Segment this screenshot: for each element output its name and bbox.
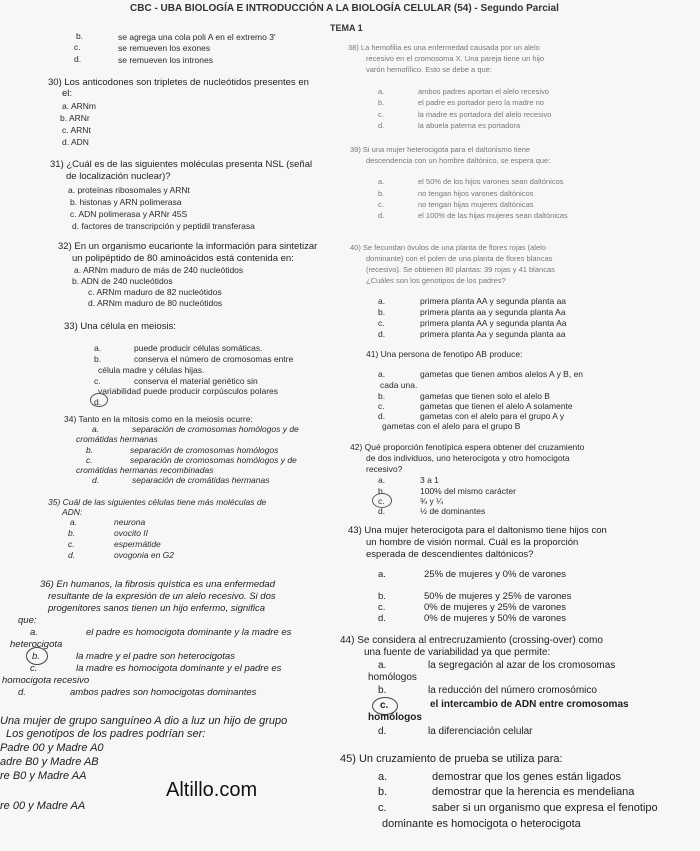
q35-opt-b-letter: b. (68, 528, 76, 538)
q43-line2: un hombre de visión normal. Cuál es la proporción (366, 537, 579, 548)
q39-opt-d-letter: d. (378, 211, 385, 220)
q35-opt-a-letter: a. (70, 517, 78, 527)
q41-opt-b-letter: b. (378, 391, 386, 401)
q29-opt-b-text: se agrega una cola poli A en el extremo 3' (118, 32, 276, 42)
q38-opt-c-letter: c. (378, 110, 384, 119)
q34-opt-d-text: separación de cromátidas hermanas (132, 475, 270, 485)
q39-opt-c-text: no tengan hijas mujeres daltónicas (418, 200, 534, 209)
q45-opt-b-text: demostrar que la herencia es mendeliana (432, 786, 635, 798)
exam-tema: TEMA 1 (330, 23, 363, 33)
q38-opt-b-letter: b. (378, 98, 385, 107)
q29-opt-c-letter: c. (74, 42, 81, 52)
q44-opt-b-letter: b. (378, 685, 387, 696)
q36-line2: resultante de la expresión de un alelo recesivo. Si dos (48, 591, 276, 602)
q39-opt-b-text: no tengan hijos varones daltónicos (418, 189, 534, 198)
q40-opt-d-letter: d. (378, 329, 386, 339)
q30-opt-a: a. ARNm (62, 101, 97, 111)
q40-opt-c-letter: c. (378, 318, 385, 328)
q36-line3: progenitores sanos tienen un hijo enfermo, significa (48, 603, 266, 614)
q42-opt-b-text: 100% del mismo carácter (420, 486, 516, 496)
q39-line2: descendencia con un hombre daltónico, se espera que: (366, 156, 551, 165)
q33-opt-a-text: puede producir células somáticas. (134, 343, 263, 353)
q44-opt-a-letter: a. (378, 660, 387, 671)
q43-opt-c-text: 0% de mujeres y 25% de varones (424, 602, 567, 613)
q40-line2: dominante) con el polen de una planta de flores blancas (366, 254, 553, 263)
q31-line1: 31) ¿Cuál es de las siguientes moléculas presenta NSL (señal (50, 159, 313, 170)
q35-opt-c-text: espermátide (114, 539, 161, 549)
q39-opt-a-letter: a. (378, 177, 385, 186)
q45-opt-c-text2: dominante es homocigota o heterocigota (382, 818, 581, 830)
q37-opt-2: adre B0 y Madre AB (0, 756, 99, 768)
q43-line1: 43) Una mujer heterocigota para el daltonismo tiene hijos con (348, 525, 607, 536)
q41-opt-d-text: gametas con el alelo para el grupo A y (420, 411, 565, 421)
q37-line1: Una mujer de grupo sanguíneo A dio a luz un hijo de grupo (0, 715, 288, 727)
q33-opt-b-text: conserva el número de cromosomas entre (134, 354, 294, 364)
q34-opt-d-letter: d. (92, 475, 100, 485)
q30-opt-c: c. ARNt (62, 125, 91, 135)
q34-opt-a-text: separación de cromosomas homólogos y de (132, 424, 299, 434)
q32-line1: 32) En un organismo eucarionte la información para sintetizar (58, 241, 318, 252)
q44-line2: una fuente de variabilidad ya que permite: (364, 647, 551, 658)
q31-line2: de localización nuclear)? (66, 171, 171, 182)
q35-opt-d-letter: d. (68, 550, 76, 560)
q43-opt-d-letter: d. (378, 613, 386, 624)
q33-opt-b-letter: b. (94, 354, 102, 364)
q39-opt-a-text: el 50% de los hijos varones sean daltónicos (418, 177, 564, 186)
q32-opt-d: d. ARNm maduro de 80 nucleótidos (88, 298, 223, 308)
q45-opt-c-letter: c. (378, 802, 387, 814)
q34-opt-a-text2: cromátidas hermanas (76, 434, 158, 444)
q39-opt-d-text: el 100% de las hijas mujeres sean daltónicas (418, 211, 568, 220)
q43-opt-b-letter: b. (378, 591, 386, 602)
q40-line1: 40) Se fecundan óvulos de una planta de flores rojas (alelo (350, 243, 546, 252)
q36-line4: que: (18, 615, 37, 626)
q37-opt-3: re B0 y Madre AA (0, 770, 87, 782)
q45-line1: 45) Un cruzamiento de prueba se utiliza para: (340, 753, 563, 765)
q43-opt-a-text: 25% de mujeres y 0% de varones (424, 569, 567, 580)
q41-opt-c-text: gametas que tienen el alelo A solamente (420, 401, 573, 411)
q41-opt-c-letter: c. (378, 401, 385, 411)
q34-opt-c-text: separación de cromosomas homólogos y de (130, 455, 297, 465)
q35-opt-a-text: neurona (114, 517, 146, 527)
q36-opt-c-letter: c. (30, 663, 38, 674)
q41-opt-a-text: gametas que tienen ambos alelos A y B, en (420, 369, 584, 379)
q36-opt-a-text: el padre es homocigota dominante y la madre es (86, 627, 292, 638)
q40-opt-a-text: primera planta AA y segunda planta aa (420, 296, 567, 306)
q42-opt-a-text: 3 a 1 (420, 475, 439, 485)
q29-opt-b-letter: b. (76, 31, 84, 41)
q40-opt-b-text: primera planta aa y segunda planta Aa (420, 307, 566, 317)
q42-line1: 42) Qué proporción fenotípica espera obtener del cruzamiento (350, 442, 585, 452)
q42-opt-a-letter: a. (378, 475, 386, 485)
q44-opt-a-text: la segregación al azar de los cromosomas (428, 660, 616, 671)
q35-line1: 35) Cuál de las siguientes células tiene más moléculas de (48, 497, 267, 507)
q32-opt-c: c. ARNm maduro de 82 nucleótidos (88, 287, 222, 297)
q42-opt-d-letter: d. (378, 506, 386, 516)
q39-opt-c-letter: c. (378, 200, 384, 209)
exam-header-title: CBC - UBA BIOLOGÍA E INTRODUCCIÓN A LA BIOLOGÍA CELULAR (54) - Segundo Parcial (130, 3, 559, 14)
q44-opt-b-text: la reducción del número cromosómico (428, 685, 597, 696)
q44-opt-c-text2: homólogos (368, 712, 422, 723)
q38-line3: varón hemofílico. Esto se debe a que: (366, 65, 492, 74)
q39-line1: 39) Si una mujer heterocigota para el daltonismo tiene (350, 145, 531, 154)
q37-line2: Los genotipos de los padres podrían ser: (6, 728, 206, 740)
q44-opt-c-letter: c. (380, 700, 389, 711)
q36-opt-a-text2: heterocigota (10, 639, 63, 650)
q36-opt-d-letter: d. (18, 687, 26, 698)
q41-opt-a-text2: cada una. (380, 380, 418, 390)
q39-opt-b-letter: b. (378, 189, 385, 198)
q42-line2: de dos individuos, uno heterocigota y otro homocigota (366, 453, 570, 463)
q29-opt-c-text: se remueven los exones (118, 43, 211, 53)
q42-opt-c-text: ¾ y ¼ (420, 496, 444, 506)
q36-opt-b-letter: b. (32, 651, 40, 662)
altillo-watermark: Altillo.com (166, 779, 258, 801)
q44-opt-d-text: la diferenciación celular (428, 726, 533, 737)
q44-opt-d-letter: d. (378, 726, 387, 737)
q33-opt-c-text2: variabilidad puede producir corpúsculos polares (98, 386, 279, 396)
q34-opt-a-letter: a. (92, 424, 100, 434)
q40-line4: ¿Cuáles son los genotipos de los padres? (366, 276, 506, 285)
q32-line2: un polipéptido de 80 aminoácidos está contenida en: (72, 253, 294, 264)
q34-opt-c-letter: c. (86, 455, 93, 465)
q40-opt-c-text: primera planta AA y segunda planta Aa (420, 318, 567, 328)
q33-opt-b-text2: célula madre y células hijas. (98, 365, 205, 375)
q41-opt-d-letter: d. (378, 411, 386, 421)
q36-line1: 36) En humanos, la fibrosis quística es una enfermedad (40, 579, 275, 590)
q33-hand-circle (90, 393, 108, 407)
q38-line1: 38) La hemofilia es una enfermedad causada por un alelo (348, 43, 540, 52)
q37-opt-4: re 00 y Madre AA (0, 800, 86, 812)
q36-opt-c-text: la madre es homocigota dominante y el padre es (76, 663, 282, 674)
q38-opt-a-text: ambos padres aportan el alelo recesivo (418, 87, 549, 96)
q32-opt-b: b. ADN de 240 nucleótidos (72, 276, 173, 286)
q41-line1: 41) Una persona de fenotipo AB produce: (366, 349, 523, 359)
q38-opt-a-letter: a. (378, 87, 385, 96)
q38-line2: recesivo en el cromosoma X. Una pareja tiene un hijo (366, 54, 545, 63)
q36-opt-b-text: la madre y el padre son heterocigotas (76, 651, 235, 662)
q41-opt-d-text2: gametas con el alelo para el grupo B (382, 421, 521, 431)
q31-opt-c: c. ADN polimerasa y ARNr 45S (70, 209, 188, 219)
q30-opt-d: d. ADN (62, 137, 89, 147)
q38-opt-d-text: la abuela paterna es portadora (418, 121, 521, 130)
q37-opt-1: Padre 00 y Madre A0 (0, 742, 104, 754)
q45-opt-a-letter: a. (378, 771, 388, 783)
q41-opt-b-text: gametas que tienen solo el alelo B (420, 391, 550, 401)
q40-opt-b-letter: b. (378, 307, 386, 317)
q35-opt-d-text: ovogonia en G2 (114, 550, 175, 560)
q33-opt-c-text: conserva el material genético sin (134, 376, 258, 386)
q31-opt-b: b. histonas y ARN polimerasa (70, 197, 182, 207)
q42-opt-c-letter: c. (378, 496, 385, 506)
q36-opt-a-letter: a. (30, 627, 38, 638)
q42-opt-b-letter: b. (378, 486, 386, 496)
q42-line3: recesivo? (366, 464, 403, 474)
q35-opt-b-text: ovocito II (114, 528, 149, 538)
q33-opt-a-letter: a. (94, 343, 102, 353)
q45-opt-c-text: saber si un organismo que expresa el fenotipo (432, 802, 658, 814)
q38-opt-c-text: la madre es portadora del alelo recesivo (418, 110, 552, 119)
q45-opt-b-letter: b. (378, 786, 388, 798)
q43-opt-d-text: 0% de mujeres y 50% de varones (424, 613, 567, 624)
q42-opt-d-text: ½ de dominantes (420, 506, 486, 516)
q30-line2: el: (62, 88, 73, 99)
q44-line1: 44) Se considera al entrecruzamiento (crossing-over) como (340, 635, 603, 646)
q43-opt-c-letter: c. (378, 602, 386, 613)
q34-opt-b-text: separación de cromosomas homólogos (130, 445, 279, 455)
q35-opt-c-letter: c. (68, 539, 75, 549)
q34-opt-c-text2: cromátidas hermanas recombinadas (76, 465, 214, 475)
q43-line3: esperada de descendientes daltónicos? (366, 549, 534, 560)
q45-opt-a-text: demostrar que los genes están ligados (432, 771, 621, 783)
q31-opt-d: d. factores de transcripción y peptidil transferasa (72, 221, 255, 231)
q34-line1: 34) Tanto en la mitosis como en la meiosis ocurre: (64, 414, 253, 424)
q43-opt-b-text: 50% de mujeres y 25% de varones (424, 591, 572, 602)
q44-opt-c-text: el intercambio de ADN entre cromosomas (430, 699, 629, 710)
q36-opt-d-text: ambos padres son homocigotas dominantes (70, 687, 257, 698)
q29-opt-d-letter: d. (74, 54, 82, 64)
q32-opt-a: a. ARNm maduro de más de 240 nucleótidos (74, 265, 244, 275)
q33-opt-c-letter: c. (94, 376, 101, 386)
q40-line3: (recesivo). Se obtienen 80 plantas: 39 rojas y 41 blancas (366, 265, 555, 274)
q30-line1: 30) Los anticodones son tripletes de nucleótidos presentes en (48, 77, 309, 88)
q38-opt-b-text: el padre es portador pero la madre no (418, 98, 544, 107)
q40-opt-d-text: primera planta Aa y segunda planta aa (420, 329, 566, 339)
q30-opt-b: b. ARNr (60, 113, 90, 123)
q38-opt-d-letter: d. (378, 121, 385, 130)
q36-opt-c-text2: homocigota recesivo (2, 675, 90, 686)
q44-opt-a-text2: homólogos (368, 672, 417, 683)
q35-line2: ADN: (62, 507, 83, 517)
q33-line1: 33) Una célula en meiosis: (64, 321, 176, 332)
q29-opt-d-text: se remueven los intrones (118, 55, 213, 65)
q34-opt-b-letter: b. (86, 445, 94, 455)
q43-opt-a-letter: a. (378, 569, 386, 580)
q41-opt-a-letter: a. (378, 369, 386, 379)
q33-opt-d-letter: d. (94, 397, 102, 407)
q40-opt-a-letter: a. (378, 296, 386, 306)
q31-opt-a: a. proteínas ribosomales y ARNt (68, 185, 190, 195)
